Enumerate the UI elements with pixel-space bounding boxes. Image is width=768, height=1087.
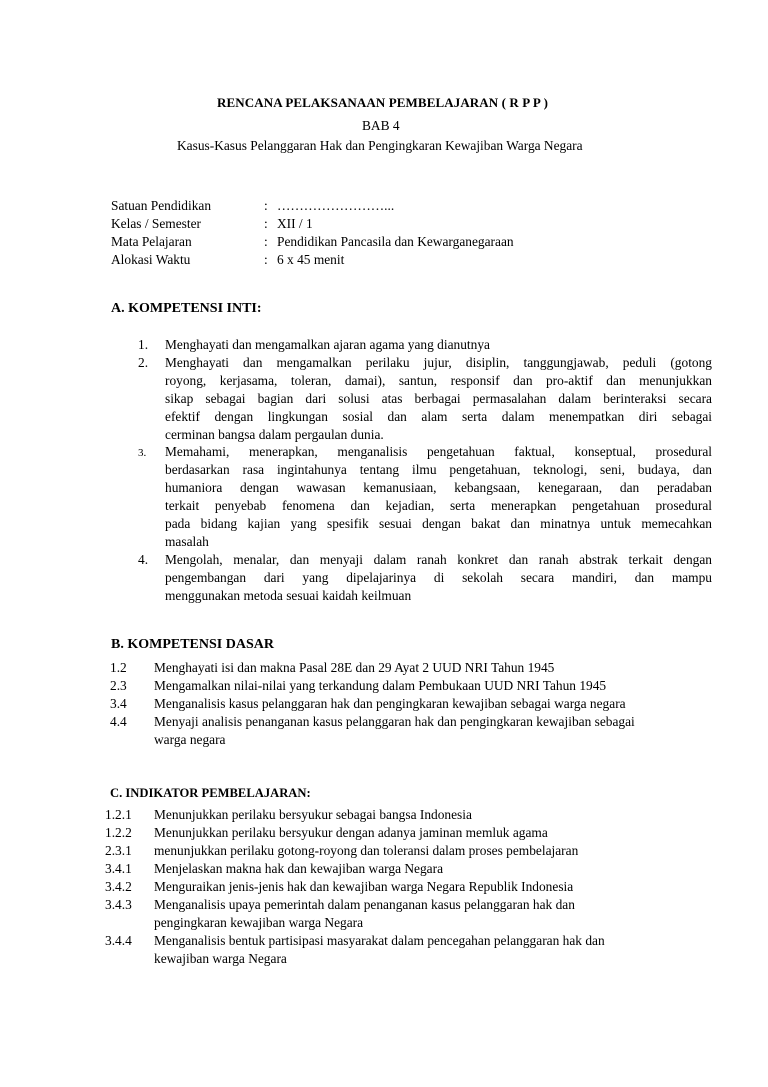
- list-item-line: Mengolah, menalar, dan menyaji dalam ranah konkret dan ranah abstrak terkait dengan: [165, 552, 712, 567]
- list-number: 3.4.3: [105, 897, 132, 912]
- chapter-label: BAB 4: [362, 118, 400, 133]
- list-item-line: Memahami, menerapkan, menganalisis pengetahuan faktual, konseptual, prosedural: [165, 444, 712, 459]
- list-item-line: Menunjukkan perilaku bersyukur sebagai bangsa Indonesia: [154, 807, 472, 822]
- identity-label: Alokasi Waktu: [111, 252, 191, 267]
- identity-label: Kelas / Semester: [111, 216, 201, 231]
- list-item-line: Menunjukkan perilaku bersyukur dengan adanya jaminan memluk agama: [154, 825, 548, 840]
- list-item-line: kewajiban warga Negara: [154, 951, 287, 966]
- list-item-line: Menghayati isi dan makna Pasal 28E dan 29 Ayat 2 UUD NRI Tahun 1945: [154, 660, 555, 675]
- list-number: 3.4: [110, 696, 127, 711]
- list-item-line: masalah: [165, 534, 209, 549]
- identity-value: 6 x 45 menit: [277, 252, 345, 267]
- list-item-line: royong, kerjasama, toleran, damai), santun, responsif dan pro-aktif dan menunjukkan: [165, 373, 712, 388]
- list-item-line: Menjelaskan makna hak dan kewajiban warga Negara: [154, 861, 444, 876]
- list-number: 3.: [138, 447, 147, 459]
- list-number: 3.4.1: [105, 861, 132, 876]
- list-item-line: Menganalisis upaya pemerintah dalam penanganan kasus pelanggaran hak dan: [154, 897, 575, 912]
- section-heading-kompetensi-inti: A. KOMPETENSI INTI:: [111, 301, 262, 316]
- list-number: 4.4: [110, 714, 127, 729]
- section-heading-indikator: C. INDIKATOR PEMBELAJARAN:: [110, 786, 311, 800]
- identity-label: Satuan Pendidikan: [111, 198, 212, 213]
- list-number: 3.4.2: [105, 879, 132, 894]
- list-item-line: humaniora dengan wawasan kemanusiaan, kebangsaan, kenegaraan, dan peradaban: [165, 480, 712, 495]
- list-item-line: sikap sebagai bagian dari solusi atas berbagai permasalahan dalam berinteraksi secara: [165, 391, 712, 406]
- list-item-line: Menganalisis kasus pelanggaran hak dan pengingkaran kewajiban sebagai warga negara: [154, 696, 626, 711]
- list-item-line: menggunakan metoda sesuai kaidah keilmuan: [165, 588, 412, 603]
- list-item-line: Menghayati dan mengamalkan ajaran agama yang dianutnya: [165, 337, 490, 352]
- document-subtitle: Kasus-Kasus Pelanggaran Hak dan Pengingkaran Kewajiban Warga Negara: [177, 138, 583, 153]
- list-item-line: Menghayati dan mengamalkan perilaku jujur, disiplin, tanggungjawab, peduli (gotong: [165, 355, 712, 370]
- identity-separator: :: [264, 198, 268, 213]
- identity-value: ……………………...: [277, 198, 395, 213]
- list-number: 2.: [138, 355, 149, 370]
- list-item-line: berdasarkan rasa ingintahunya tentang ilmu pengetahuan, teknologi, seni, budaya, dan: [165, 462, 712, 477]
- identity-separator: :: [264, 252, 268, 267]
- identity-separator: :: [264, 216, 268, 231]
- list-item-line: Menguraikan jenis-jenis hak dan kewajiban warga Negara Republik Indonesia: [154, 879, 574, 894]
- list-number: 3.4.4: [105, 933, 132, 948]
- list-item-line: pengingkaran kewajiban warga Negara: [154, 915, 364, 930]
- list-item-line: Mengamalkan nilai-nilai yang terkandung dalam Pembukaan UUD NRI Tahun 1945: [154, 678, 607, 693]
- document-title: RENCANA PELAKSANAAN PEMBELAJARAN ( R P P ): [217, 95, 549, 110]
- section-heading-kompetensi-dasar: B. KOMPETENSI DASAR: [111, 637, 274, 652]
- list-number: 2.3: [110, 678, 127, 693]
- list-number: 1.2.1: [105, 807, 132, 822]
- identity-value: Pendidikan Pancasila dan Kewarganegaraan: [277, 234, 514, 249]
- identity-separator: :: [264, 234, 268, 249]
- list-item-line: efektif dengan lingkungan sosial dan alam serta dalam menempatkan diri sebagai: [165, 409, 712, 424]
- list-item-line: Menyaji analisis penanganan kasus pelanggaran hak dan pengingkaran kewajiban sebagai: [154, 714, 635, 729]
- list-item-line: pengembangan dari yang dipelajarinya di sekolah secara mandiri, dan mampu: [165, 570, 712, 585]
- list-number: 1.2.2: [105, 825, 132, 840]
- list-number: 1.: [138, 337, 149, 352]
- list-item-line: menunjukkan perilaku gotong-royong dan toleransi dalam proses pembelajaran: [154, 843, 579, 858]
- list-number: 1.2: [110, 660, 127, 675]
- identity-value: XII / 1: [277, 216, 313, 231]
- list-item-line: pada bidang kajian yang spesifik sesuai dengan bakat dan minatnya untuk memecahkan: [165, 516, 712, 531]
- list-number: 4.: [138, 552, 149, 567]
- identity-label: Mata Pelajaran: [111, 234, 192, 249]
- list-item-line: terkait penyebab fenomena dan kejadian, serta menerapkan pengetahuan prosedural: [165, 498, 712, 513]
- list-number: 2.3.1: [105, 843, 132, 858]
- list-item-line: warga negara: [154, 732, 226, 747]
- list-item-line: Menganalisis bentuk partisipasi masyarakat dalam pencegahan pelanggaran hak dan: [154, 933, 605, 948]
- list-item-line: cerminan bangsa dalam pergaulan dunia.: [165, 427, 384, 442]
